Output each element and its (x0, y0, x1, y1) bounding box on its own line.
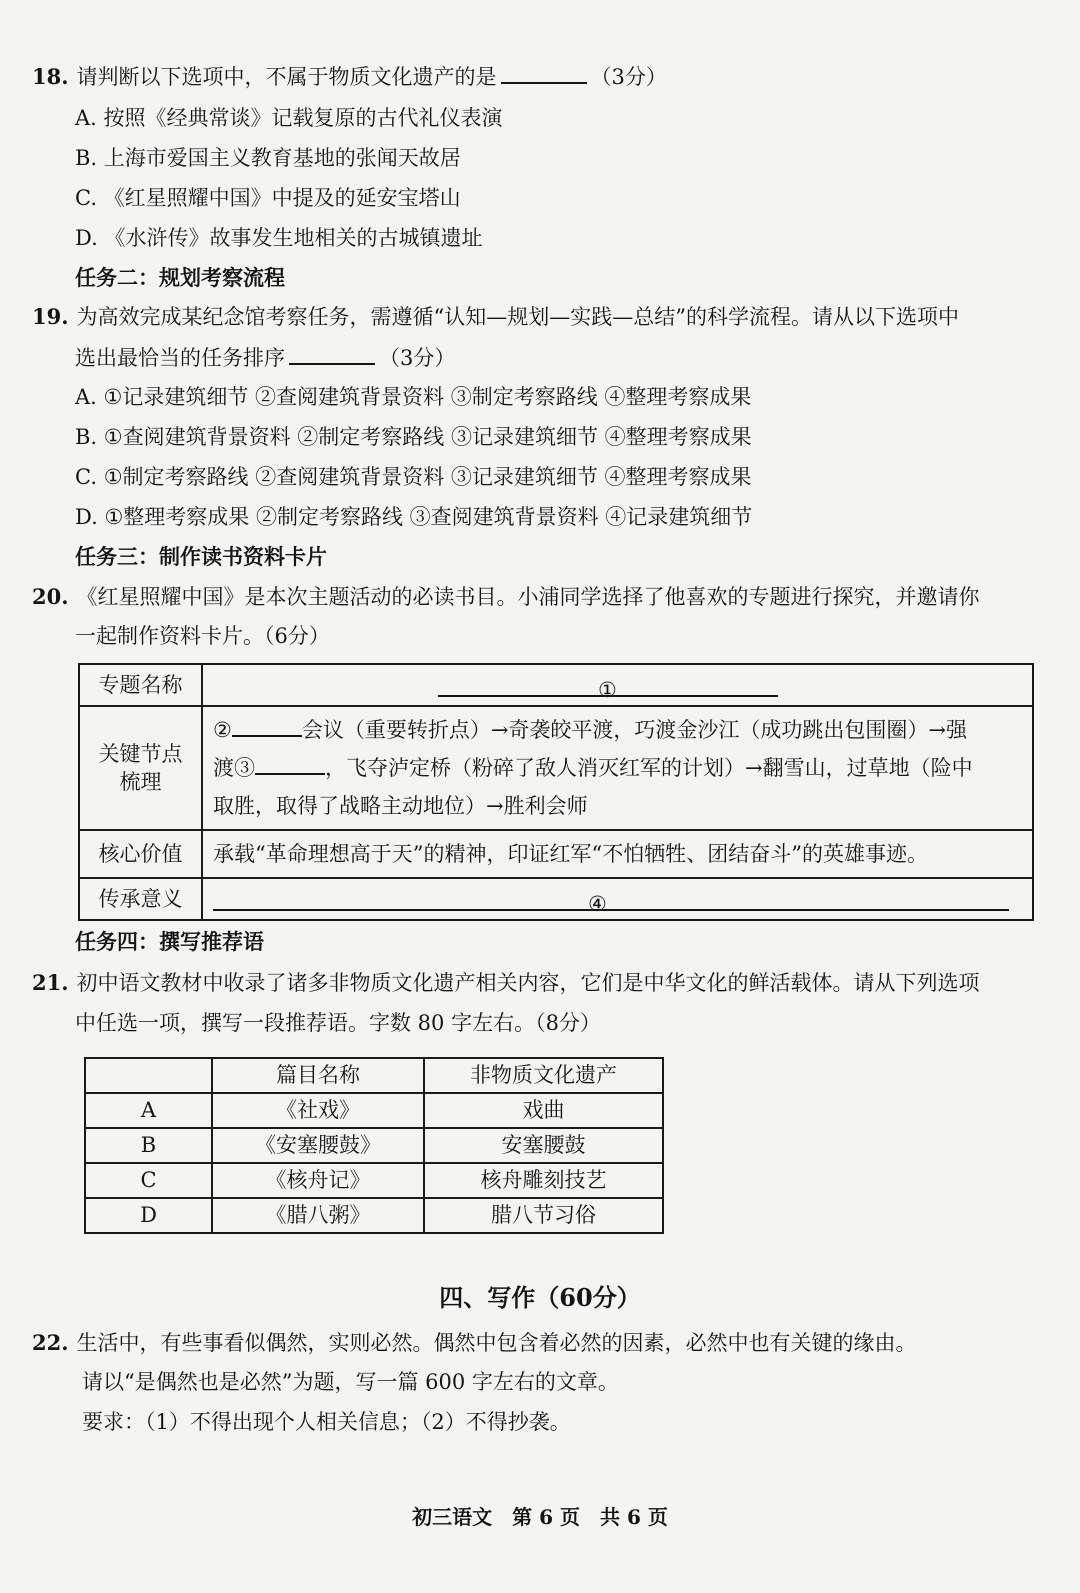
card-row-meaning (79, 878, 1033, 920)
card-meaning-cell[interactable] (202, 878, 1033, 920)
card-value-cell: 承载“革命理想高于天”的精神，印证红军“不怕牺牲、团结奋斗”的英雄事迹。 (202, 830, 1033, 878)
card-head-nodes: 关键节点 梳理 (79, 706, 202, 830)
q18-option-b: B. 上海市爱国主义教育基地的张闻天故居 (75, 146, 461, 170)
q20-stem-line1: 20. 《红星照耀中国》是本次主题活动的必读书目。小浦同学选择了他喜欢的专题进行探究，并邀请你 (32, 584, 980, 609)
card-row-value (79, 830, 1033, 878)
q18-number: 18. (32, 64, 69, 89)
q19-number: 19. (32, 304, 69, 329)
q21-stem-line1: 21. 初中语文教材中收录了诸多非物质文化遗产相关内容，它们是中华文化的鲜活载体。请从下列选项 (32, 970, 980, 995)
q19-option-c: C. ①制定考察路线 ②查阅建筑背景资料 ③记录建筑细节 ④整理考察成果 (75, 465, 752, 489)
card-head-topic: 专题名称 (79, 664, 202, 706)
works-row-b: B 《安塞腰鼓》 安塞腰鼓 (85, 1128, 663, 1163)
q18-answer-blank[interactable] (501, 62, 587, 84)
card-row-topic (79, 664, 1033, 706)
card-head-value: 核心价值 (79, 830, 202, 878)
q20-number: 20. (32, 584, 69, 609)
works-header-option (85, 1058, 212, 1093)
q19-option-a: A. ①记录建筑细节 ②查阅建筑背景资料 ③制定考察路线 ④整理考察成果 (75, 385, 752, 409)
card-mark-2: ② (213, 718, 232, 742)
q19-stem-line2: 选出最恰当的任务排序 （3分） (75, 343, 455, 372)
q18-option-d: D. 《水浒传》故事发生地相关的古城镇遗址 (75, 226, 483, 250)
q18-option-c: C. 《红星照耀中国》中提及的延安宝塔山 (75, 186, 461, 210)
q18-stem: 请判断以下选项中，不属于物质文化遗产的是 (76, 65, 497, 89)
q22-number: 22. (32, 1330, 69, 1355)
card-row-nodes (79, 706, 1033, 830)
card-blank-2[interactable] (232, 713, 302, 737)
q22-line2: 请以“是偶然也是必然”为题，写一篇 600 字左右的文章。 (82, 1370, 619, 1394)
q18-stem-line (32, 62, 667, 91)
q21-stem-line2: 中任选一项，撰写一段推荐语。字数 80 字左右。（8分） (75, 1011, 601, 1035)
section4-title: 四、写作（60分） (439, 1283, 641, 1312)
card-mark-1: ① (598, 678, 617, 702)
works-row-a: A 《社戏》 戏曲 (85, 1093, 663, 1128)
reading-card-table (78, 663, 1034, 921)
task3-heading: 任务三：制作读书资料卡片 (75, 544, 327, 569)
card-blank-3[interactable] (255, 751, 325, 775)
q21-number: 21. (32, 970, 69, 995)
q20-stem-line2: 一起制作资料卡片。（6分） (75, 624, 330, 648)
page-footer: 初三语文 第 6 页 共 6 页 (412, 1505, 668, 1529)
q18-score: （3分） (590, 65, 667, 89)
q18-option-a: A. 按照《经典常谈》记载复原的古代礼仪表演 (75, 106, 503, 130)
q19-answer-blank[interactable] (289, 343, 375, 365)
card-nodes-cell: ② 会议（重要转折点）→奇袭皎平渡，巧渡金沙江（成功跳出包围圈）→强 渡③ ，飞夺泸定桥（粉碎了敌人消灭红军的计划）→翻雪山，过草地（险中 取胜，取得了战略主动地位）→胜利会师 (202, 706, 1033, 830)
works-header-title: 篇目名称 (212, 1058, 424, 1093)
q19-score: （3分） (379, 346, 456, 370)
task2-heading: 任务二：规划考察流程 (75, 265, 285, 290)
card-topic-cell[interactable] (202, 664, 1033, 706)
intangible-heritage-table (84, 1057, 664, 1234)
q22-line3: 要求：（1）不得出现个人相关信息；（2）不得抄袭。 (82, 1410, 571, 1434)
works-header-heritage: 非物质文化遗产 (424, 1058, 663, 1093)
works-row-d: D 《腊八粥》 腊八节习俗 (85, 1198, 663, 1233)
card-head-meaning: 传承意义 (79, 878, 202, 920)
card-mark-4: ④ (588, 892, 607, 916)
task4-heading: 任务四：撰写推荐语 (75, 929, 264, 954)
works-row-c: C 《核舟记》 核舟雕刻技艺 (85, 1163, 663, 1198)
q19-option-d: D. ①整理考察成果 ②制定考察路线 ③查阅建筑背景资料 ④记录建筑细节 (75, 505, 753, 529)
works-header-row (85, 1058, 663, 1093)
q19-option-b: B. ①查阅建筑背景资料 ②制定考察路线 ③记录建筑细节 ④整理考察成果 (75, 425, 752, 449)
q19-stem-line1: 19. 为高效完成某纪念馆考察任务，需遵循“认知—规划—实践—总结”的科学流程。请从以下选项中 (32, 304, 960, 329)
q22-line1: 22. 生活中，有些事看似偶然，实则必然。偶然中包含着必然的因素，必然中也有关键的缘由。 (32, 1330, 917, 1355)
